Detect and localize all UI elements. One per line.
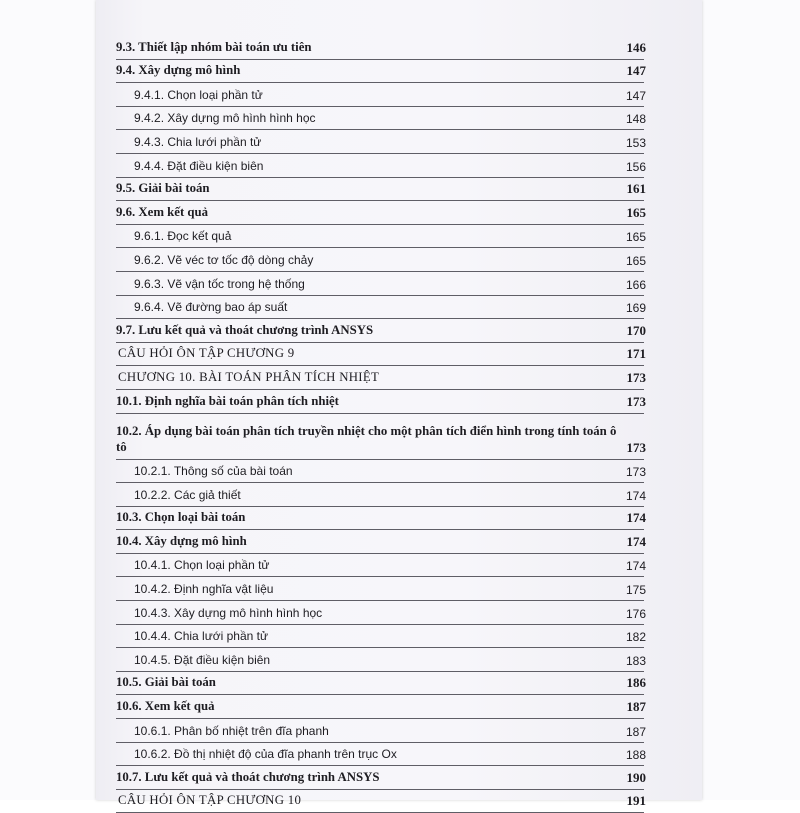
- toc-entry-page: 174: [626, 533, 646, 549]
- toc-entry-title: 10.2.2. Các giả thiết: [134, 487, 241, 502]
- toc-row: [116, 107, 644, 131]
- toc-row: [116, 343, 644, 367]
- toc-entry-title: 10.6.1. Phân bố nhiệt trên đĩa phanh: [134, 723, 329, 738]
- toc-entry-page: 153: [625, 135, 646, 150]
- table-of-contents: [116, 0, 644, 813]
- toc-entry-title: 10.4.4. Chia lưới phần tử: [134, 629, 269, 644]
- toc-entry-page: 183: [625, 653, 646, 668]
- toc-row: [116, 414, 644, 460]
- toc-entry-page: 188: [625, 748, 646, 763]
- toc-entry-title: 10.6.2. Đồ thị nhiệt độ của đĩa phanh trên trục Ox: [134, 747, 397, 762]
- toc-entry-title: 10.1. Định nghĩa bài toán phân tích nhiệt: [116, 393, 339, 408]
- toc-entry-page: 148: [625, 112, 646, 127]
- toc-entry-title: 10.7. Lưu kết quả và thoát chương trình ANSYS: [116, 769, 380, 784]
- toc-row: [116, 178, 644, 202]
- toc-entry-title: 9.4. Xây dựng mô hình: [116, 63, 241, 78]
- toc-entry-page: 156: [625, 159, 646, 174]
- toc-entry-page: 165: [625, 230, 646, 245]
- toc-entry-page: 176: [625, 606, 646, 621]
- toc-row: [116, 201, 644, 225]
- toc-row: [116, 625, 644, 649]
- toc-row: [116, 601, 644, 625]
- toc-row: [116, 530, 644, 554]
- toc-entry-page: 169: [625, 301, 646, 316]
- toc-entry-title: CÂU HỎI ÔN TẬP CHƯƠNG 9: [118, 346, 295, 361]
- toc-entry-page: 174: [625, 488, 646, 503]
- toc-row: [116, 790, 644, 813]
- toc-row: [116, 296, 644, 320]
- toc-entry-page: 173: [626, 369, 646, 385]
- toc-entry-title: 9.6.2. Vẽ véc tơ tốc độ dòng chảy: [134, 252, 314, 267]
- toc-entry-title: 10.5. Giải bài toán: [116, 675, 216, 690]
- toc-row: [116, 460, 644, 484]
- toc-entry-page: 187: [626, 699, 646, 715]
- toc-row: [116, 648, 644, 672]
- toc-entry-page: 174: [626, 510, 646, 526]
- toc-entry-title: 9.4.4. Đặt điều kiện biên: [134, 158, 264, 173]
- toc-entry-title: 9.6.1. Đọc kết quả: [134, 229, 232, 244]
- toc-row: [116, 719, 644, 743]
- toc-entry-page: 166: [625, 277, 646, 292]
- toc-entry-title: 10.4.1. Chọn loại phần tử: [134, 558, 270, 573]
- toc-entry-page: 147: [626, 63, 646, 79]
- toc-entry-title: CHƯƠNG 10. BÀI TOÁN PHÂN TÍCH NHIỆT: [118, 369, 380, 384]
- toc-entry-title: 10.2. Áp dụng bài toán phân tích truyền nhiệt cho một phân tích điển hình trong tính toán ô tô: [116, 423, 617, 454]
- toc-row: [116, 577, 644, 601]
- toc-entry-title: 10.4.3. Xây dựng mô hình hình học: [134, 605, 323, 620]
- toc-entry-page: 173: [625, 465, 646, 480]
- toc-entry-page: 190: [626, 769, 646, 785]
- toc-entry-title: 9.4.2. Xây dựng mô hình hình học: [134, 111, 316, 126]
- toc-row: [116, 248, 644, 272]
- toc-entry-page: 173: [626, 393, 646, 409]
- toc-row: [116, 695, 644, 719]
- toc-entry-page: 187: [625, 724, 646, 739]
- toc-row: [116, 154, 644, 178]
- toc-row: [116, 319, 644, 343]
- toc-row: [116, 36, 644, 60]
- toc-entry-page: 147: [625, 88, 646, 103]
- toc-row: [116, 766, 644, 790]
- toc-entry-page: 165: [625, 253, 646, 268]
- toc-row: [116, 672, 644, 696]
- toc-row: [116, 130, 644, 154]
- toc-row: [116, 483, 644, 507]
- toc-entry-page: 170: [626, 322, 646, 338]
- toc-entry-title: 9.5. Giải bài toán: [116, 181, 210, 196]
- toc-entry-page: 191: [626, 793, 646, 809]
- toc-row: [116, 60, 644, 84]
- toc-entry-page: 175: [625, 583, 646, 598]
- toc-row: [116, 390, 644, 414]
- toc-entry-title: 9.6.3. Vẽ vận tốc trong hệ thống: [134, 276, 305, 291]
- toc-row: [116, 225, 644, 249]
- toc-entry-page: 186: [626, 675, 646, 691]
- toc-entry-title: 9.4.1. Chọn loại phần tử: [134, 87, 263, 102]
- toc-row: [116, 507, 644, 531]
- toc-entry-title: 10.4.5. Đặt điều kiện biên: [134, 652, 271, 667]
- toc-row: [116, 272, 644, 296]
- toc-entry-page: 165: [626, 204, 646, 220]
- toc-entry-title: 10.2.1. Thông số của bài toán: [134, 464, 293, 479]
- toc-row: [116, 554, 644, 578]
- toc-entry-title: 9.6.4. Vẽ đường bao áp suất: [134, 300, 288, 315]
- toc-entry-title: 10.4. Xây dựng mô hình: [116, 533, 247, 548]
- toc-entry-page: 171: [626, 346, 646, 362]
- toc-row: [116, 366, 644, 390]
- toc-entry-page: 146: [626, 39, 646, 55]
- toc-entry-title: 10.6. Xem kết quả: [116, 699, 215, 714]
- toc-entry-title: 10.4.2. Định nghĩa vật liệu: [134, 582, 274, 597]
- toc-entry-title: 9.7. Lưu kết quả và thoát chương trình ANSYS: [116, 322, 374, 337]
- toc-entry-title: 10.3. Chọn loại bài toán: [116, 510, 246, 525]
- toc-entry-title: 9.4.3. Chia lưới phần tử: [134, 134, 262, 149]
- toc-entry-title: 9.6. Xem kết quả: [116, 204, 209, 219]
- toc-entry-title: 9.3. Thiết lập nhóm bài toán ưu tiên: [116, 39, 312, 54]
- toc-row: [116, 83, 644, 107]
- toc-entry-page: 174: [625, 559, 646, 574]
- toc-row: [116, 743, 644, 767]
- toc-entry-page: 182: [625, 630, 646, 645]
- toc-entry-page: 173: [626, 439, 646, 455]
- toc-entry-page: 161: [626, 181, 646, 197]
- toc-entry-title: CÂU HỎI ÔN TẬP CHƯƠNG 10: [118, 793, 302, 808]
